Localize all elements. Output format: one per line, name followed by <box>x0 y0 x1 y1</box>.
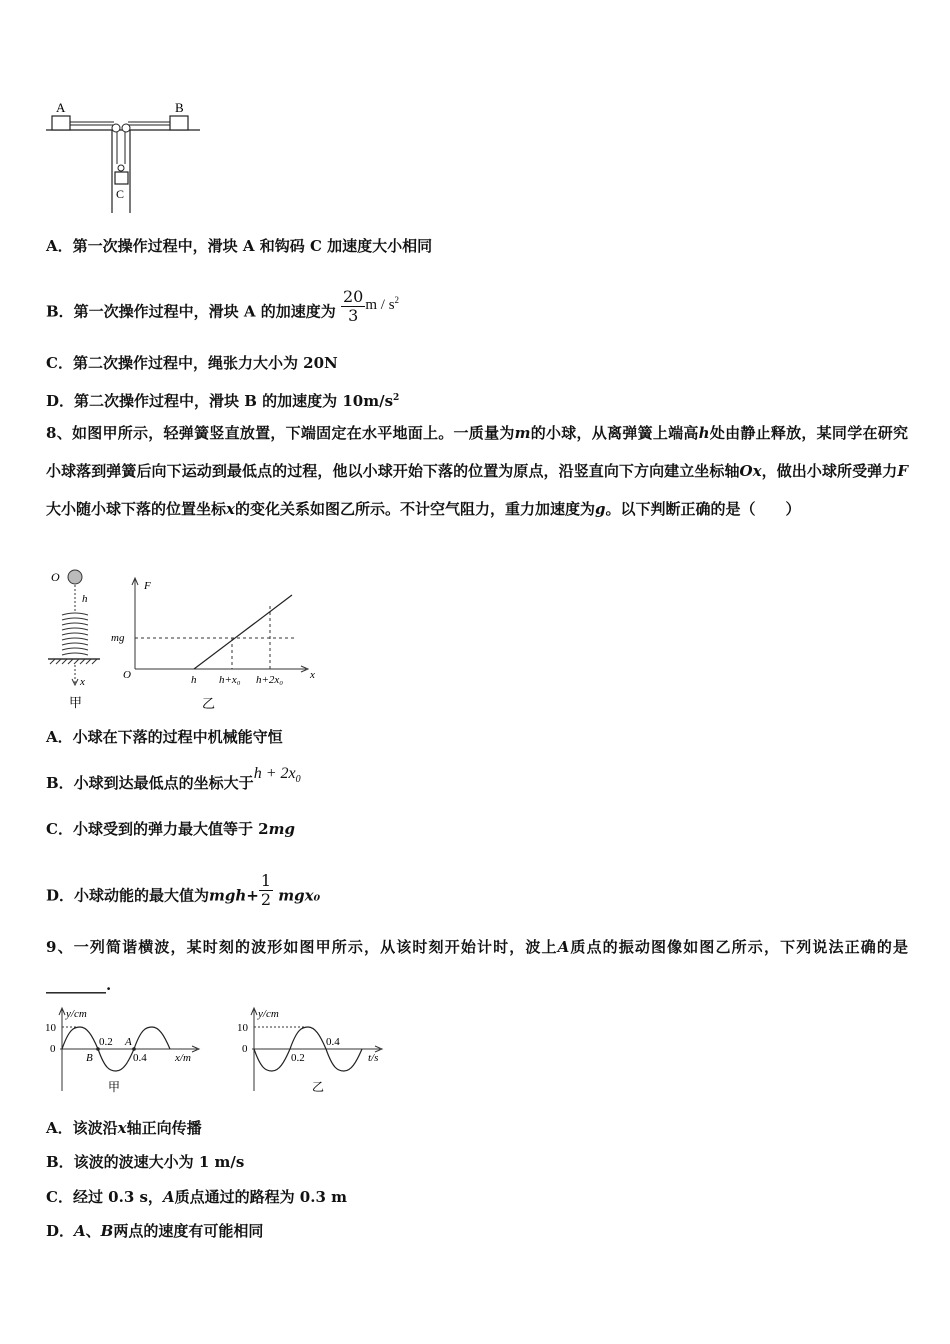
point-a <box>132 1047 136 1051</box>
q9-option-c: C．经过 0.3 s，A质点通过的路程为 0.3 m <box>46 1188 347 1206</box>
label-b: B <box>86 1052 93 1064</box>
q7-option-a: A．第一次操作过程中，滑块 A 和钩码 C 加速度大小相同 <box>46 237 433 255</box>
ylabel-yi: y/cm <box>258 1008 279 1020</box>
label-a: A <box>56 100 66 115</box>
q9-option-b: B．该波的波速大小为 1 m/s <box>46 1153 245 1171</box>
fraction-1-2: $\frac{1}{2}$ <box>260 871 272 909</box>
tick-02-yi: 0.2 <box>291 1052 305 1064</box>
spring <box>62 613 88 655</box>
ball <box>68 570 82 584</box>
label-a: A <box>125 1036 132 1048</box>
waveform-graph <box>42 1005 217 1097</box>
y10-jia: 10 <box>45 1022 56 1034</box>
q8-stem: 8、如图甲所示，轻弹簧竖直放置，下端固定在水平地面上。一质量为m的小球，从离弹簧上端高h处由静止释放，某同学在研究小球落到弹簧后向下运动到最低点的过程，他以小球开始下落的位置为原点，沿竖直向下方向建立坐标轴Ox，做出小球所受弹力F大小随小球下落的位置坐标x的变化关系如图乙所示。不计空气阻力，重力加速度为g。以下判断正确的是（ ） <box>46 424 908 518</box>
mg-label: mg <box>111 632 125 644</box>
label-o: O <box>51 570 60 584</box>
spring-diagram <box>40 565 110 715</box>
xlabel-yi: t/s <box>368 1052 379 1064</box>
axis-label-f: F <box>144 580 151 592</box>
label-h: h <box>82 593 88 605</box>
hook-weight-c <box>115 172 128 184</box>
q7-option-c: C．第二次操作过程中，绳张力大小为 20N <box>46 354 338 372</box>
q8-option-b: B．小球到达最低点的坐标大于$h + 2x_0$ <box>46 765 301 792</box>
ylabel-jia: y/cm <box>66 1008 87 1020</box>
q7-option-b: B．第一次操作过程中，滑块 A 的加速度为 $\frac{20}{3}$ m / $s^2$ <box>46 287 400 325</box>
tick-04-yi: 0.4 <box>326 1036 340 1048</box>
expr-h-2x0: $h + 2x_0$ <box>253 765 301 786</box>
q9-option-a: A．该波沿x轴正向传播 <box>46 1119 202 1137</box>
pulley-diagram <box>40 98 210 216</box>
y10-yi: 10 <box>237 1022 248 1034</box>
block-b <box>170 116 188 130</box>
q7-option-b-text: B．第一次操作过程中，滑块 A 的加速度为 <box>46 302 336 321</box>
y0-yi: 0 <box>242 1043 248 1055</box>
q7-option-d: D．第二次操作过程中，滑块 B 的加速度为 $10m/s^2$ <box>46 392 400 410</box>
q9-option-d: D．A、B两点的速度有可能相同 <box>46 1222 264 1240</box>
force-position-graph <box>108 575 328 715</box>
tick-h-x0: h+x₀ <box>219 674 241 686</box>
vibration-graph <box>234 1005 399 1097</box>
caption-yi: 乙 <box>202 696 216 711</box>
origin-label: O <box>123 669 131 681</box>
force-line <box>194 595 292 669</box>
tick-02-jia: 0.2 <box>99 1036 113 1048</box>
q8-option-c: C．小球受到的弹力最大值等于 2mg <box>46 820 295 838</box>
caption-jia: 甲 <box>69 695 83 710</box>
label-c: C <box>116 187 125 201</box>
label-b: B <box>175 100 184 115</box>
q9-stem: 9、一列简谐横波，某时刻的波形如图甲所示，从该时刻开始计时，波上A质点的振动图像如图乙所示，下列说法正确的是________. <box>46 938 908 994</box>
q8-option-a: A．小球在下落的过程中机械能守恒 <box>46 728 283 746</box>
caption-jia-9: 甲 <box>108 1080 121 1094</box>
axis-label-x: x <box>310 669 315 681</box>
block-a <box>52 116 70 130</box>
caption-yi-9: 乙 <box>312 1080 325 1094</box>
tick-h: h <box>191 674 197 686</box>
q8-option-d: D．小球动能的最大值为mgh+ $\frac{1}{2}$ mgx₀ <box>46 871 321 909</box>
fraction-20-3: $\frac{20}{3}$ <box>343 287 364 325</box>
tick-04-jia: 0.4 <box>133 1052 147 1064</box>
label-x: x <box>80 676 85 688</box>
y0-jia: 0 <box>50 1043 56 1055</box>
xlabel-jia: x/m <box>175 1052 191 1064</box>
tick-h-2x0: h+2x₀ <box>256 674 284 686</box>
